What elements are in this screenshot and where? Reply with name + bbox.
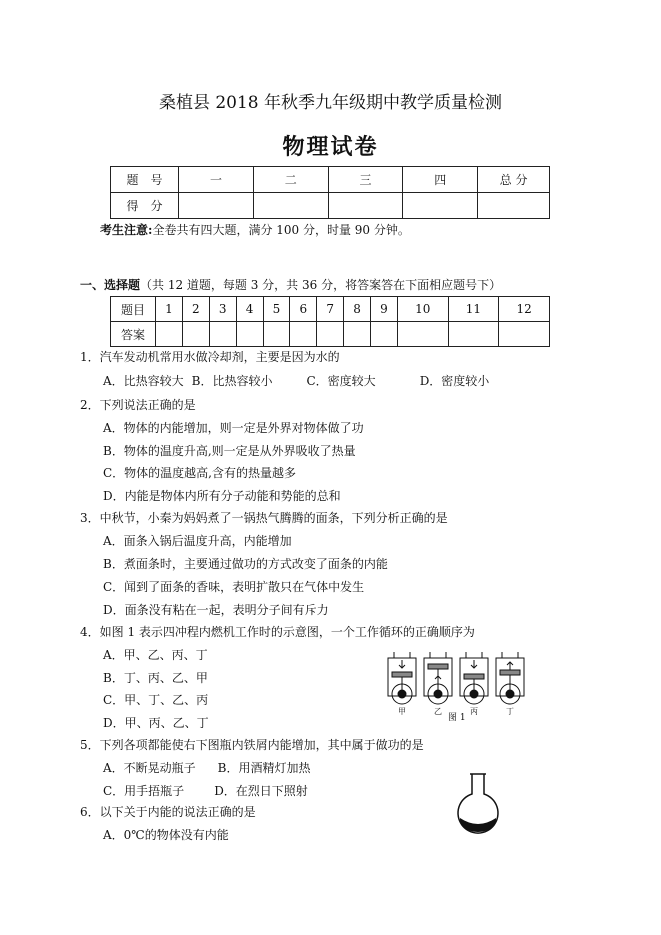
option: A．面条入锅后温度升高，内能增加	[103, 534, 292, 548]
answer-cell[interactable]	[236, 322, 263, 347]
option: C．闻到了面条的香味，表明扩散只在气体中发生	[103, 580, 365, 594]
score-header-cell: 三	[328, 167, 403, 193]
answer-cell[interactable]	[182, 322, 209, 347]
question-number: 1	[156, 297, 183, 322]
option: A．比热容较大	[103, 374, 184, 388]
question-number: 4	[236, 297, 263, 322]
question-number: 6	[290, 297, 317, 322]
option: A．甲、乙、丙、丁	[103, 648, 208, 662]
exam-subtitle: 物理试卷	[282, 134, 379, 160]
question-number: 9	[371, 297, 398, 322]
answer-cell[interactable]	[156, 322, 183, 347]
score-header-cell: 题 号	[111, 167, 179, 193]
option: D．内能是物体内所有分子动能和势能的总和	[103, 489, 341, 503]
question-1-options	[103, 372, 515, 389]
option: C．用手捂瓶子	[103, 784, 185, 798]
question-5-stem: 5．下列各项都能使右下图瓶内铁屑内能增加，其中属于做功的是	[80, 738, 424, 752]
score-header-cell: 二	[253, 167, 328, 193]
option: C．甲、丁、乙、丙	[103, 693, 209, 707]
option: C．密度较大	[306, 374, 376, 388]
score-cell[interactable]	[328, 193, 403, 219]
question-number: 12	[499, 297, 550, 322]
option: A．0℃的物体没有内能	[103, 828, 229, 842]
option: D．面条没有粘在一起，表明分子间有斥力	[103, 603, 329, 617]
score-cell[interactable]	[478, 193, 550, 219]
question-5-options-row1	[103, 759, 337, 776]
option: B．用酒精灯加热	[217, 761, 311, 775]
question-number: 8	[344, 297, 371, 322]
answer-table-answer-row	[111, 322, 550, 347]
figure-caption: 图 1	[448, 713, 466, 723]
question-5-options-row2	[103, 782, 334, 799]
score-header-cell: 一	[179, 167, 254, 193]
figure-label: 乙	[434, 707, 442, 716]
score-cell[interactable]	[253, 193, 328, 219]
answer-cell[interactable]	[317, 322, 344, 347]
question-number: 10	[397, 297, 448, 322]
score-header-cell: 总 分	[478, 167, 550, 193]
answer-cell[interactable]	[448, 322, 499, 347]
question-number: 2	[182, 297, 209, 322]
answer-cell[interactable]	[209, 322, 236, 347]
flask-figure	[452, 772, 504, 834]
question-6-stem: 6．以下关于内能的说法正确的是	[80, 805, 256, 819]
option: A．物体的内能增加，则一定是外界对物体做了功	[103, 421, 364, 435]
figure-label: 丙	[470, 707, 478, 716]
answer-table	[110, 296, 550, 347]
score-table	[110, 166, 550, 219]
option: D．甲、丙、乙、丁	[103, 716, 209, 730]
section-desc: （共 12 道题，每题 3 分，共 36 分，将答案答在下面相应题号下）	[140, 278, 502, 292]
option: A．不断晃动瓶子	[103, 761, 196, 775]
figure-label: 丁	[506, 707, 514, 716]
figure-label: 甲	[398, 707, 406, 716]
answer-cell[interactable]	[397, 322, 448, 347]
answer-cell[interactable]	[499, 322, 550, 347]
question-number: 3	[209, 297, 236, 322]
answer-cell[interactable]	[371, 322, 398, 347]
score-cell[interactable]	[179, 193, 254, 219]
question-number: 11	[448, 297, 499, 322]
answer-row-label: 题目	[111, 297, 156, 322]
question-4-stem: 4．如图 1 表示四冲程内燃机工作时的示意图，一个工作循环的正确顺序为	[80, 625, 475, 639]
question-1-stem: 1．汽车发动机常用水做冷却剂，主要是因为水的	[80, 350, 340, 364]
option: B．比热容较小	[191, 374, 273, 388]
notice-text: 全卷共有四大题，满分 100 分，时量 90 分钟。	[152, 223, 410, 237]
score-row-label: 得 分	[111, 193, 179, 219]
option: B．丁、丙、乙、甲	[103, 671, 208, 685]
answer-row-label: 答案	[111, 322, 156, 347]
option: B．煮面条时，主要通过做功的方式改变了面条的内能	[103, 557, 388, 571]
notice	[100, 221, 410, 238]
section-heading	[80, 276, 501, 293]
score-header-cell: 四	[403, 167, 478, 193]
question-2-stem: 2．下列说法正确的是	[80, 398, 196, 412]
answer-cell[interactable]	[344, 322, 371, 347]
score-cell[interactable]	[403, 193, 478, 219]
question-number: 5	[263, 297, 290, 322]
question-3-stem: 3．中秋节，小秦为妈妈煮了一锅热气腾腾的面条，下列分析正确的是	[80, 511, 448, 525]
notice-label: 考生注意:	[100, 223, 153, 237]
option: D．密度较小	[419, 374, 490, 388]
answer-cell[interactable]	[263, 322, 290, 347]
exam-title: 桑植县 2018 年秋季九年级期中教学质量检测	[158, 93, 503, 113]
answer-cell[interactable]	[290, 322, 317, 347]
score-table-header-row	[111, 167, 550, 193]
answer-table-number-row	[111, 297, 550, 322]
question-number: 7	[317, 297, 344, 322]
section-label: 一、选择题	[80, 278, 141, 292]
option: B．物体的温度升高,则一定是从外界吸收了热量	[103, 444, 356, 458]
score-table-score-row	[111, 193, 550, 219]
option: C．物体的温度越高,含有的热量越多	[103, 466, 296, 480]
option: D．在烈日下照射	[214, 784, 308, 798]
